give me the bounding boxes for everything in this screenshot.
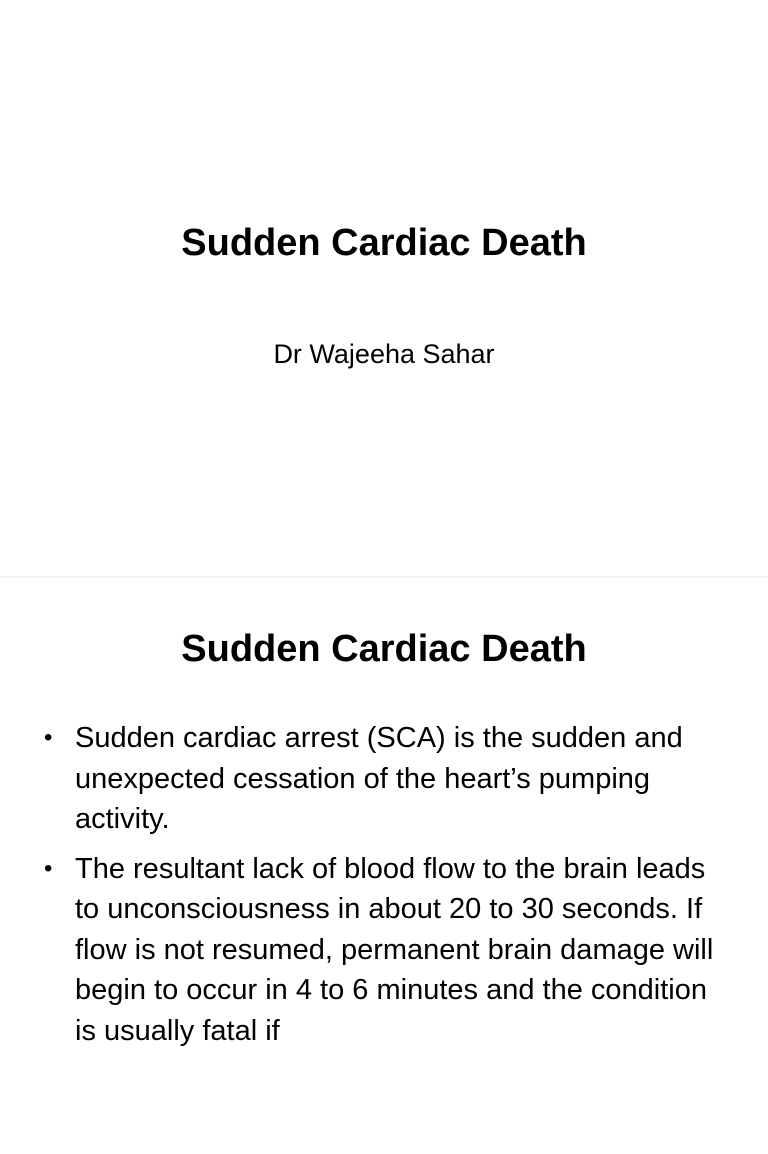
bullet-icon: • [44, 854, 53, 882]
slide-subtitle: Dr Wajeeha Sahar [273, 339, 495, 369]
bullet-list [0, 718, 768, 1060]
bullet-icon: • [44, 724, 53, 751]
slide-title: Sudden Cardiac Death [181, 222, 587, 264]
title-slide [0, 0, 768, 576]
content-slide [0, 578, 768, 1154]
bullet-text: The resultant lack of blood flow to the brain leads to unconsciousness in about 20 to 30 seconds. If flow is not resumed, permanent brain damage will begin to occur in 4 to 6 minutes and the condition is usually fatal if [75, 852, 714, 1047]
slide-title: Sudden Cardiac Death [181, 628, 587, 670]
bullet-item [0, 718, 768, 840]
bullet-item [0, 849, 768, 1052]
bullet-text: Sudden cardiac arrest (SCA) is the sudden and unexpected cessation of the heart’s pumping activity. [75, 722, 683, 835]
